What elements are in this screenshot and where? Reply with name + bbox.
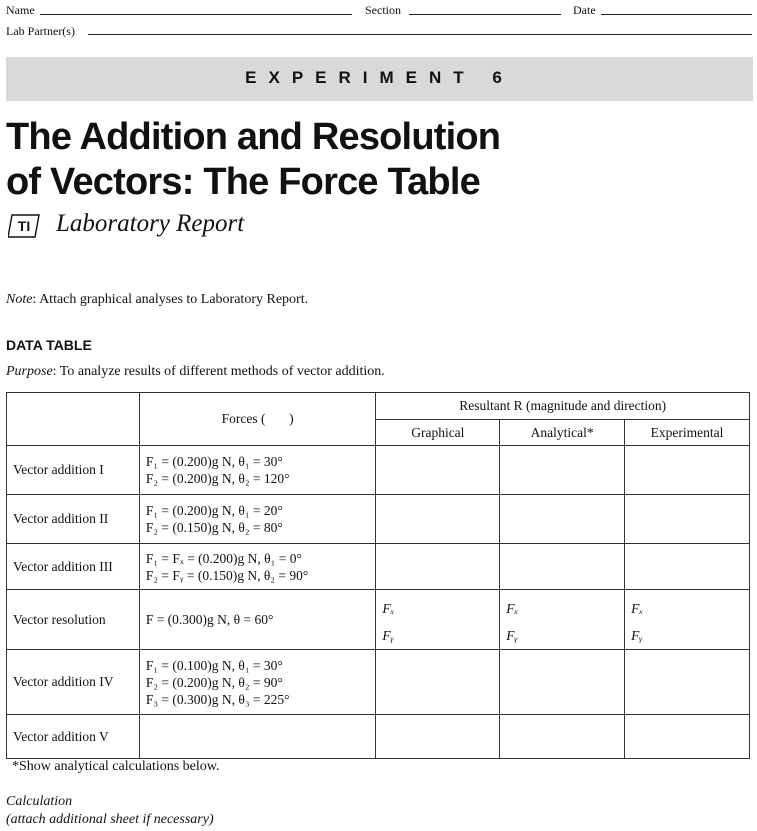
force-line: F₁ = (0.200)g N, θ₁ = 20° (145, 503, 283, 518)
experimental-cell[interactable] (625, 544, 750, 590)
ti-icon (8, 214, 40, 238)
section-field[interactable] (409, 14, 561, 15)
graphical-cell[interactable] (376, 446, 500, 495)
page-title (6, 115, 500, 205)
row-label: Vector addition III (7, 544, 140, 590)
table-row (7, 544, 750, 590)
experiment-banner (6, 57, 753, 101)
force-line: F₃ = (0.300)g N, θ₃ = 225° (145, 691, 290, 707)
note-text: : Attach graphical analyses to Laboratory Report. (32, 292, 309, 307)
experimental-cell[interactable] (625, 650, 750, 715)
calculation-note: (attach additional sheet if necessary) (6, 812, 214, 827)
analytical-cell[interactable] (500, 650, 625, 715)
force-line: F₂ = (0.200)g N, θ₂ = 90° (145, 674, 283, 690)
force-line: F₂ = Fᵧ = (0.150)g N, θ₂ = 90° (145, 567, 309, 583)
lab-partner-label: Lab Partner(s) (6, 24, 75, 38)
title-line-2: of Vectors: The Force Table (6, 161, 480, 203)
note-label: Note (6, 292, 33, 307)
row-label: Vector addition II (7, 495, 140, 544)
experimental-cell[interactable] (625, 715, 750, 759)
analytical-cell[interactable] (500, 590, 625, 650)
experimental-cell[interactable] (625, 446, 750, 495)
forces-cell (139, 446, 376, 495)
row-label: Vector resolution (7, 590, 140, 650)
force-line: F₂ = (0.150)g N, θ₂ = 80° (145, 520, 283, 535)
purpose-label: Purpose (6, 364, 53, 379)
experimental-header: Experimental (625, 420, 750, 446)
forces-header: Forces ( ) (139, 393, 376, 446)
row-label: Vector addition I (7, 446, 140, 495)
fx-label: Fₓ (506, 601, 519, 616)
table-row (7, 495, 750, 544)
section-label: Section (365, 3, 401, 17)
forces-cell (139, 495, 376, 544)
date-label: Date (573, 3, 596, 17)
fy-label: Fᵧ (506, 628, 518, 643)
forces-cell (139, 544, 376, 590)
graphical-cell[interactable] (376, 715, 500, 759)
graphical-cell[interactable] (376, 590, 500, 650)
row-label: Vector addition IV (7, 650, 140, 715)
header-empty-cell (7, 393, 140, 446)
note (6, 292, 308, 308)
force-line: F₁ = (0.100)g N, θ₁ = 30° (145, 657, 283, 673)
purpose (6, 364, 385, 380)
calculation-heading (6, 793, 214, 829)
graphical-cell[interactable] (376, 544, 500, 590)
analytical-cell[interactable] (500, 715, 625, 759)
graphical-cell[interactable] (376, 495, 500, 544)
data-table-heading: DATA TABLE (6, 337, 92, 353)
experimental-cell[interactable] (625, 590, 750, 650)
analytical-header: Analytical* (500, 420, 625, 446)
row-label: Vector addition V (7, 715, 140, 759)
graphical-cell[interactable] (376, 650, 500, 715)
resultant-header: Resultant R (magnitude and direction) (376, 393, 750, 420)
force-line: F₂ = (0.200)g N, θ₂ = 120° (145, 471, 290, 486)
graphical-header: Graphical (376, 420, 500, 446)
title-line-1: The Addition and Resolution (6, 116, 501, 158)
lab-partner-field[interactable] (88, 34, 752, 35)
purpose-text: : To analyze results of different methods of vector addition. (52, 364, 385, 379)
ti-icon-label: TI (17, 218, 31, 234)
table-row (7, 590, 750, 650)
fx-label: Fₓ (382, 601, 395, 616)
experimental-cell[interactable] (625, 495, 750, 544)
force-line: F₁ = Fₓ = (0.200)g N, θ₁ = 0° (145, 550, 302, 566)
analytical-cell[interactable] (500, 446, 625, 495)
calculation-title: Calculation (6, 794, 73, 809)
experiment-number: EXPERIMENT 6 (245, 68, 514, 87)
table-row (7, 715, 750, 759)
table-row (7, 650, 750, 715)
force-line: F₁ = (0.200)g N, θ₁ = 30° (145, 454, 283, 469)
forces-cell (139, 590, 376, 650)
fx-label: Fₓ (631, 601, 644, 616)
report-title: Laboratory Report (56, 210, 245, 237)
force-line: F = (0.300)g N, θ = 60° (145, 612, 274, 627)
analytical-cell[interactable] (500, 544, 625, 590)
name-label: Name (6, 3, 35, 17)
table-row (7, 446, 750, 495)
date-field[interactable] (601, 14, 752, 15)
name-field[interactable] (40, 14, 352, 15)
fy-label: Fᵧ (631, 628, 643, 643)
analytical-cell[interactable] (500, 495, 625, 544)
data-table (6, 392, 750, 759)
footnote: *Show analytical calculations below. (12, 759, 220, 774)
forces-cell (139, 650, 376, 715)
forces-cell[interactable] (139, 715, 376, 759)
fy-label: Fᵧ (382, 628, 394, 643)
